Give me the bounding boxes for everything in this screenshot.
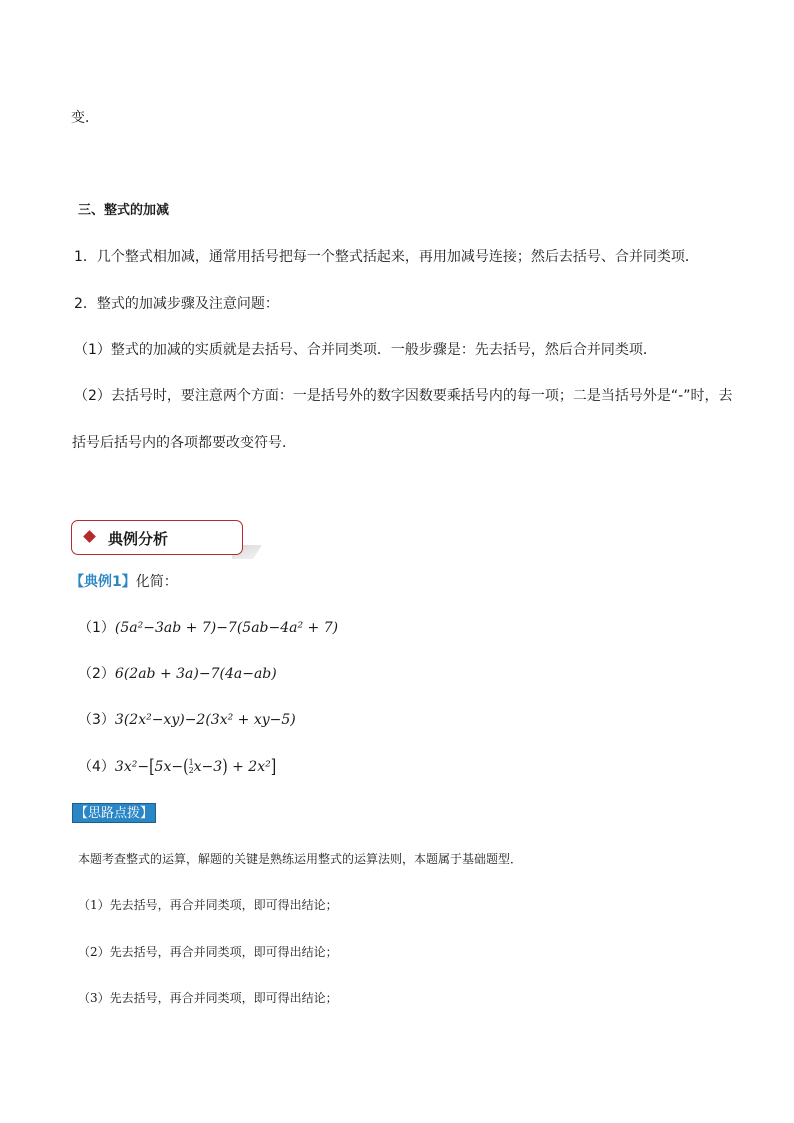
expr-tail: + 2x² (227, 759, 271, 775)
tip-line-1: （1）先去括号，再合并同类项，即可得出结论； (78, 898, 338, 912)
example-banner (71, 520, 243, 555)
fraction-denominator: 2 (188, 766, 194, 775)
banner-title: 典例分析 (108, 530, 169, 548)
tip-line-2: （2）先去括号，再合并同类项，即可得出结论； (78, 945, 338, 959)
paragraph-3: （1）整式的加减的实质就是去括号、合并同类项．一般步骤是：先去括号，然后合并同类项． (74, 342, 657, 358)
math-expression (114, 756, 277, 778)
example-item-4 (78, 757, 276, 777)
right-paren: ) (222, 756, 228, 778)
paragraph-4a: （2）去括号时，要注意两个方面：一是括号外的数字因数要乘括号内的每一项；二是当括号外是“-”时，去 (74, 388, 733, 404)
example-header (70, 572, 178, 592)
example-item-2 (78, 664, 277, 684)
expr-prefix: 3x²− (114, 759, 150, 775)
expr-mid: x−3 (193, 759, 223, 775)
math-expression: 6(2ab + 3a)−7(4a−ab) (114, 666, 277, 682)
example-item-1 (78, 618, 338, 638)
tip-line-3: （3）先去括号，再合并同类项，即可得出结论； (78, 991, 338, 1005)
section-heading: 三、整式的加减 (78, 203, 170, 218)
paragraph-1: 1．几个整式相加减，通常用括号把每一个整式括起来，再用加减号连接；然后去括号、合并同类项． (74, 249, 699, 265)
left-paren: ( (183, 756, 189, 778)
left-bracket: [ (149, 756, 155, 778)
example-item-3 (78, 710, 296, 730)
example-label: 【典例1】 (70, 574, 136, 590)
diamond-icon (83, 530, 96, 543)
tip-label: 【思路点拨】 (72, 803, 156, 823)
item-number: （2） (78, 666, 115, 682)
paragraph-4b: 括号后括号内的各项都要改变符号． (72, 435, 296, 451)
top-fragment: 变． (71, 110, 99, 126)
tip-intro: 本题考查整式的运算，解题的关键是熟练运用整式的运算法则，本题属于基础题型． (78, 852, 523, 866)
item-number: （1） (78, 620, 115, 636)
right-bracket: ] (270, 756, 277, 778)
expr-body: 5x− (154, 759, 184, 775)
item-number: （4） (78, 759, 115, 775)
example-prompt: 化简： (135, 574, 178, 590)
math-expression: 3(2x²−xy)−2(3x² + xy−5) (114, 712, 296, 728)
fraction-numerator: 1 (188, 758, 194, 767)
math-expression: (5a²−3ab + 7)−7(5ab−4a² + 7) (114, 620, 339, 636)
paragraph-2: 2．整式的加减步骤及注意问题： (74, 296, 279, 312)
item-number: （3） (78, 712, 115, 728)
